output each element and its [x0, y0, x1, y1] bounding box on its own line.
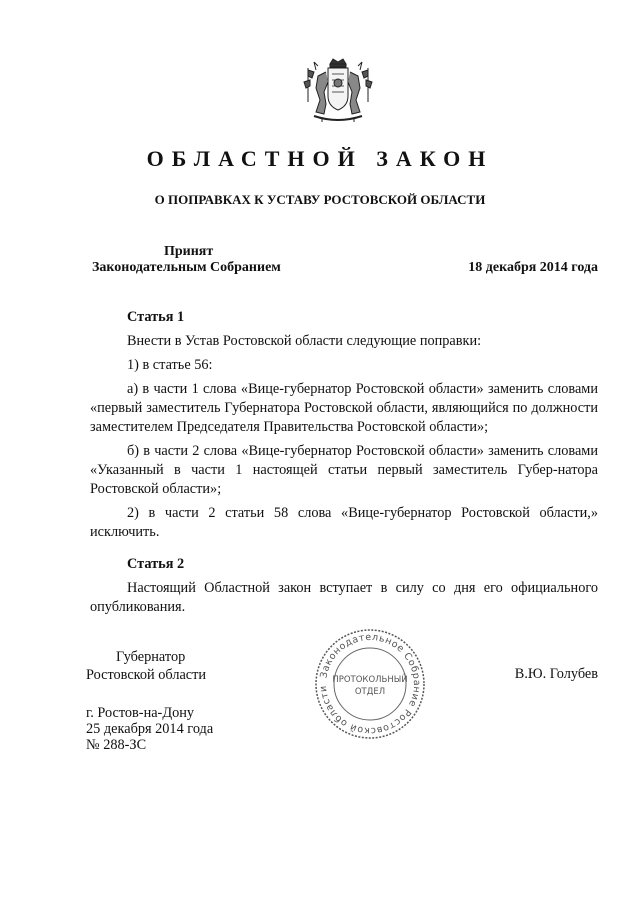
svg-text:ОТДЕЛ: ОТДЕЛ	[354, 687, 386, 697]
official-stamp-icon	[314, 628, 426, 740]
article-paragraph: Настоящий Областной закон вступает в силу со дня его официального опубликования.	[90, 580, 598, 615]
law-title: ОБЛАСТНОЙ ЗАКОН	[146, 146, 494, 171]
signatory-name: В.Ю. Голубев	[514, 666, 598, 682]
article-paragraph: б) в части 2 слова «Вице-губернатор Ростовской области» заменить словами «Указанный в части 1 настоящей статьи первый заместитель Губер-натора Ростовской области»;	[90, 443, 598, 497]
adopted-label: Принят	[164, 244, 214, 259]
signing-date: 25 декабря 2014 года	[86, 721, 214, 737]
article-heading: Статья 1	[127, 309, 185, 325]
signatory-position	[86, 648, 206, 684]
city: г. Ростов-на-Дону	[86, 705, 195, 721]
signatory-position-line2: Ростовской области	[86, 667, 207, 683]
article-paragraph: 2) в части 2 статьи 58 слова «Вице-губернатор Ростовской области,» исключить.	[90, 505, 598, 540]
law-number: № 288-ЗС	[86, 737, 147, 753]
law-subtitle: О ПОПРАВКАХ К УСТАВУ РОСТОВСКОЙ ОБЛАСТИ	[154, 192, 486, 207]
adopted-by: Законодательным Собранием	[92, 260, 281, 275]
article-paragraph: 1) в статье 56:	[127, 357, 213, 373]
signatory-position-line1: Губернатор	[116, 649, 186, 665]
article-paragraph: Внести в Устав Ростовской области следующие поправки:	[127, 333, 482, 349]
place-and-date	[86, 705, 213, 753]
article-heading: Статья 2	[127, 556, 185, 572]
svg-text:Законодательное Собрание Росто: Законодательное Собрание Ростовской области	[317, 631, 423, 737]
svg-text:ПРОТОКОЛЬНЫЙ: ПРОТОКОЛЬНЫЙ	[332, 675, 408, 685]
adoption-date: 18 декабря 2014 года	[468, 260, 598, 275]
law-body	[90, 308, 598, 617]
article-paragraph: а) в части 1 слова «Вице-губернатор Ростовской области» заменить словами «первый заместитель Губернатора Ростовской области, являющийся по должности заместителем Председателя Правительства Ростовской области»;	[90, 381, 598, 435]
coat-of-arms-icon	[302, 58, 374, 126]
